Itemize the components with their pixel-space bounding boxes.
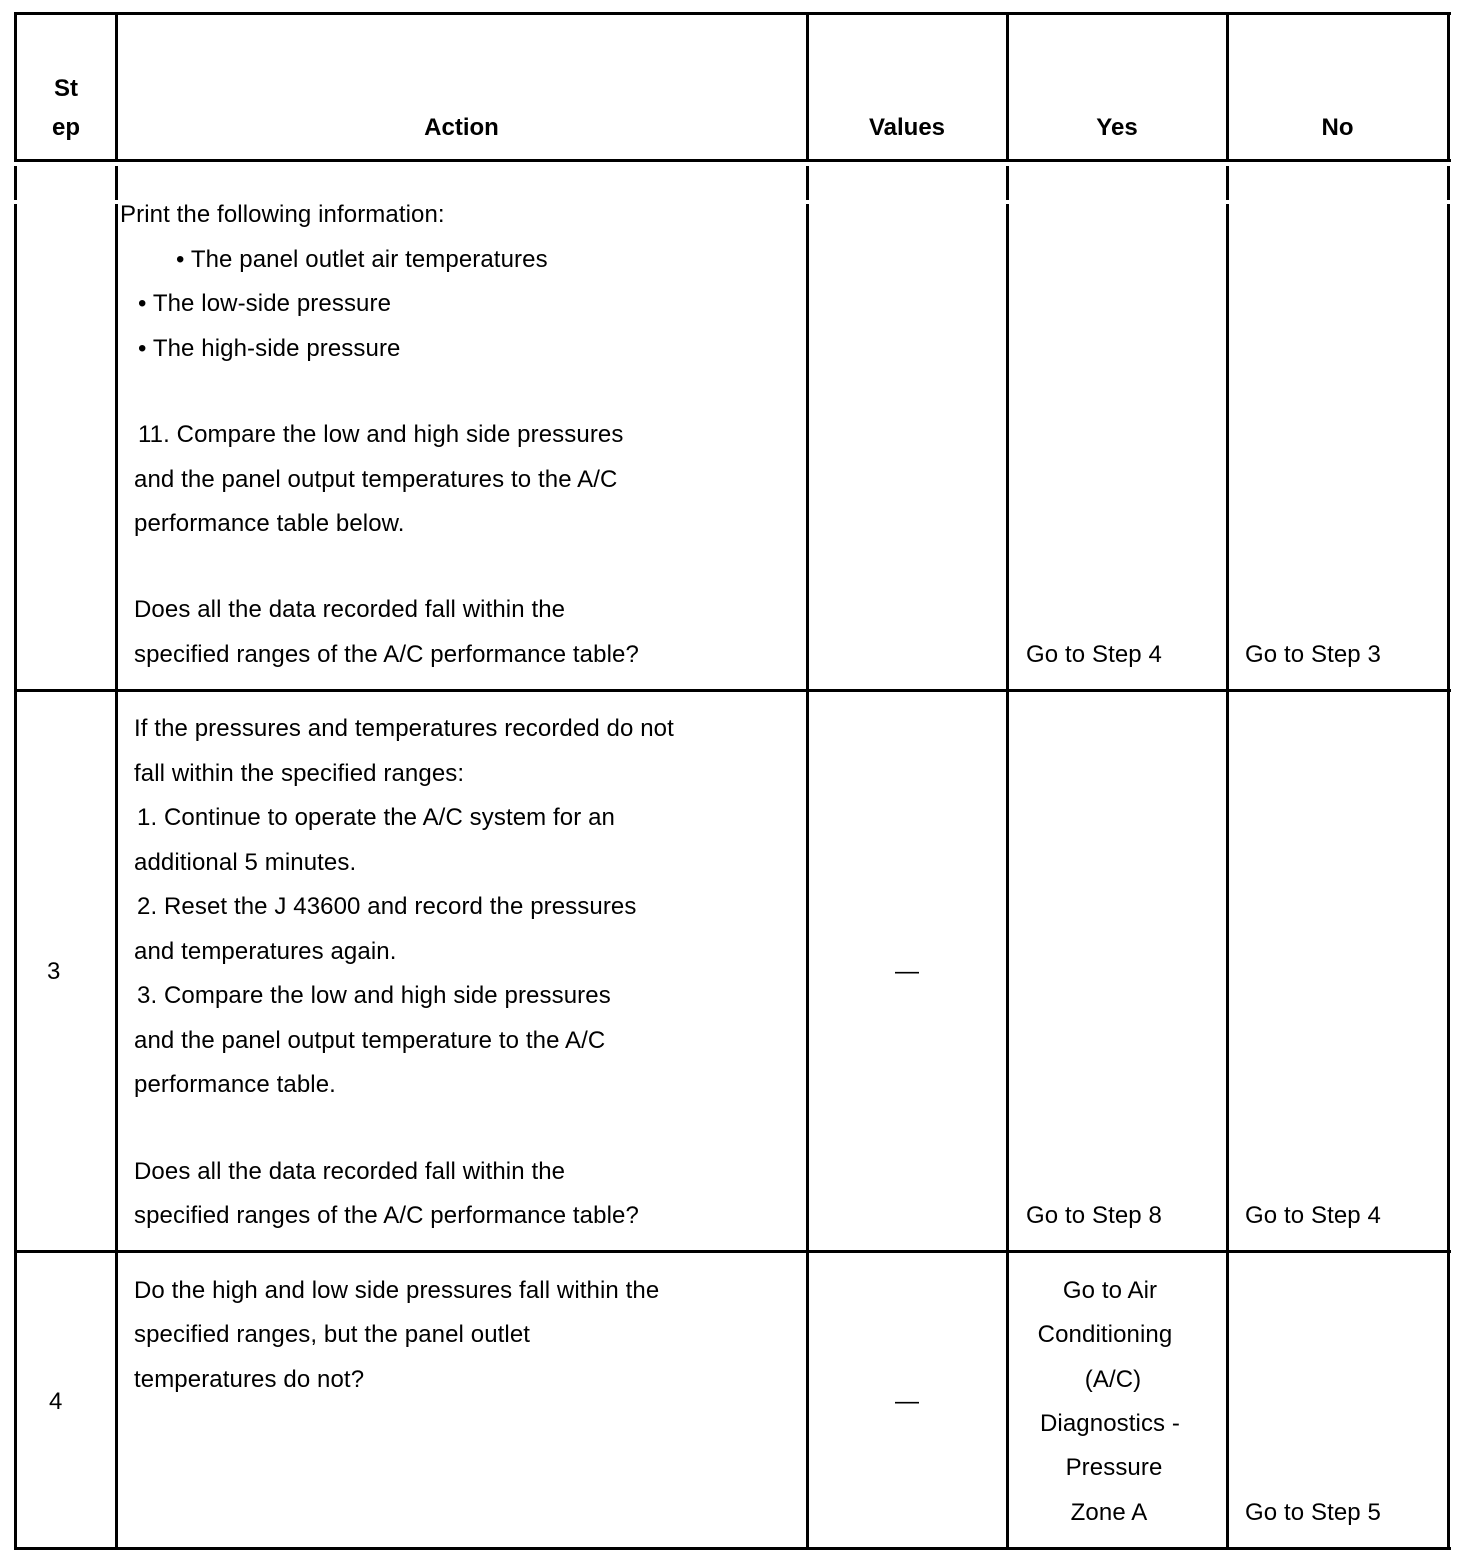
- yes-cell: Go to Step 8: [1026, 1202, 1162, 1229]
- yes-cell-line: (A/C): [1084, 1366, 1142, 1393]
- action-line: fall within the specified ranges:: [134, 760, 465, 787]
- table-border-top: [14, 12, 1451, 15]
- column-divider: [14, 166, 17, 200]
- action-line: 1. Continue to operate the A/C system for an: [137, 804, 616, 831]
- action-line: • The high-side pressure: [138, 335, 401, 362]
- step-number: 4: [49, 1388, 63, 1415]
- action-line: and the panel output temperature to the A/C: [134, 1027, 606, 1054]
- header-step-line1: St: [54, 75, 78, 102]
- column-divider: [14, 204, 17, 1550]
- action-line: Does all the data recorded fall within the: [134, 596, 566, 623]
- action-line: and the panel output temperatures to the A/C: [134, 466, 618, 493]
- column-divider: [115, 166, 118, 200]
- column-divider: [1447, 12, 1450, 162]
- header-values: Values: [868, 114, 946, 141]
- no-cell: Go to Step 4: [1245, 1202, 1381, 1229]
- column-divider: [1226, 204, 1229, 1550]
- table-border-bottom: [14, 1547, 1451, 1550]
- no-cell: Go to Step 3: [1245, 641, 1381, 668]
- yes-cell-line: Diagnostics -: [1039, 1410, 1180, 1437]
- action-line: Print the following information:: [120, 201, 445, 228]
- action-line: performance table below.: [134, 510, 405, 537]
- action-line: specified ranges of the A/C performance table?: [134, 641, 639, 668]
- header-no: No: [1321, 114, 1354, 141]
- row-divider: [14, 689, 1451, 692]
- action-line: performance table.: [134, 1071, 336, 1098]
- row-divider: [14, 1250, 1451, 1253]
- action-line: If the pressures and temperatures recorded do not: [134, 715, 674, 742]
- no-cell: Go to Step 5: [1245, 1499, 1381, 1526]
- values-cell: —: [894, 1388, 920, 1415]
- action-line: specified ranges, but the panel outlet: [134, 1321, 531, 1348]
- action-line: • The low-side pressure: [138, 290, 392, 317]
- action-line: 3. Compare the low and high side pressures: [137, 982, 611, 1009]
- column-divider: [1006, 166, 1009, 200]
- yes-cell-line: Go to Air: [1062, 1277, 1158, 1304]
- column-divider: [806, 166, 809, 200]
- action-line: and temperatures again.: [134, 938, 397, 965]
- values-cell: —: [894, 958, 920, 985]
- yes-cell: Go to Step 4: [1026, 641, 1162, 668]
- yes-cell-line: Zone A: [1070, 1499, 1148, 1526]
- action-line: temperatures do not?: [134, 1366, 365, 1393]
- column-divider: [806, 204, 809, 1550]
- header-step: [17, 69, 115, 147]
- step-number: 3: [47, 958, 61, 985]
- action-line: specified ranges of the A/C performance table?: [134, 1202, 639, 1229]
- header-action: Action: [424, 114, 499, 141]
- header-divider: [14, 159, 1451, 162]
- action-line: Does all the data recorded fall within the: [134, 1158, 566, 1185]
- action-line: additional 5 minutes.: [134, 849, 357, 876]
- column-divider: [1447, 204, 1450, 1550]
- header-yes: Yes: [1096, 114, 1138, 141]
- action-line: Do the high and low side pressures fall within the: [134, 1277, 660, 1304]
- column-divider: [115, 204, 118, 1550]
- column-divider: [1447, 166, 1450, 200]
- header-step-line2: ep: [51, 114, 80, 141]
- yes-cell-line: Pressure: [1065, 1454, 1163, 1481]
- action-line: 11. Compare the low and high side pressures: [138, 421, 624, 448]
- column-divider: [1226, 166, 1229, 200]
- action-line: • The panel outlet air temperatures: [176, 246, 548, 273]
- yes-cell-line: Conditioning: [1037, 1321, 1173, 1348]
- action-line: 2. Reset the J 43600 and record the pressures: [137, 893, 637, 920]
